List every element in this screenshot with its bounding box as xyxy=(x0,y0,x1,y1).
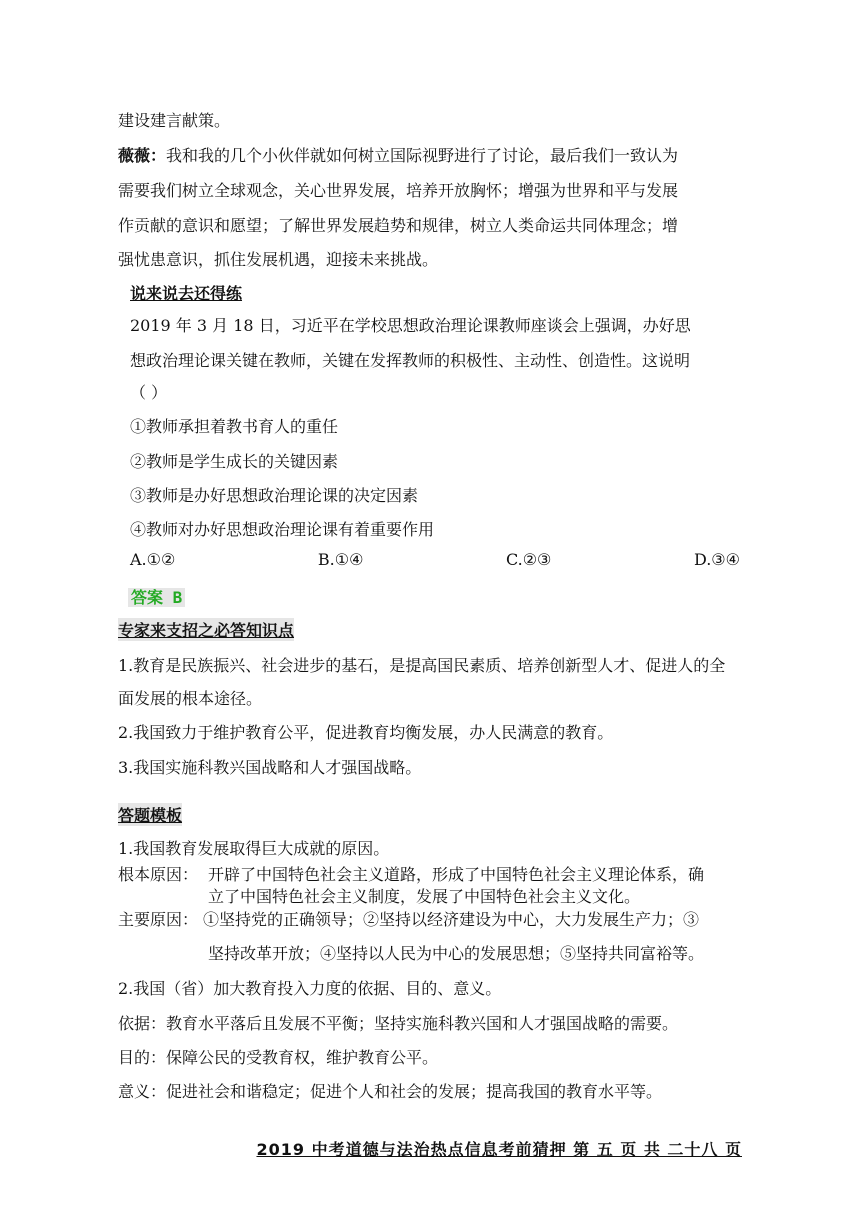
question-line-1: 2019 年 3 月 18 日，习近平在学校思想政治理论课教师座谈会上强调，办好思 xyxy=(130,316,691,335)
template-item-1: 1.我国教育发展取得巨大成就的原因。 xyxy=(118,839,390,858)
option-b: B.①④ xyxy=(317,550,364,569)
intro-line-4: 强忧患意识，抓住发展机遇，迎接未来挑战。 xyxy=(118,250,439,269)
page-footer: 2019 中考道德与法治热点信息考前猜押 第 五 页 共 二十八 页 xyxy=(256,1140,742,1159)
statement-3: ③教师是办好思想政治理论课的决定因素 xyxy=(130,486,419,505)
knowledge-point-1b: 面发展的根本途径。 xyxy=(118,689,263,708)
main-cause-line-a: ①坚持党的正确领导；②坚持以经济建设为中心，大力发展生产力；③ xyxy=(203,910,700,929)
root-cause-line-a: 开辟了中国特色社会主义道路，形成了中国特色社会主义理论体系，确 xyxy=(208,865,705,884)
statement-2: ②教师是学生成长的关键因素 xyxy=(130,452,339,471)
template-purpose: 目的：保障公民的受教育权，维护教育公平。 xyxy=(118,1048,439,1067)
root-cause-line-b: 立了中国特色社会主义制度，发展了中国特色社会主义文化。 xyxy=(208,887,641,906)
knowledge-point-2: 2.我国致力于维护教育公平，促进教育均衡发展，办人民满意的教育。 xyxy=(118,723,614,742)
option-c: C.②③ xyxy=(505,550,552,569)
main-cause-label: 主要原因： xyxy=(118,910,199,929)
statement-4: ④教师对办好思想政治理论课有着重要作用 xyxy=(130,520,435,539)
section-heading-expert: 专家来支招之必答知识点 xyxy=(118,618,294,641)
question-blank: （ ） xyxy=(130,383,168,402)
intro-line-0: 建设建言献策。 xyxy=(118,111,231,130)
main-cause-line-b: 坚持改革开放；④坚持以人民为中心的发展思想；⑤坚持共同富裕等。 xyxy=(208,944,705,963)
intro-line-2: 需要我们树立全球观念，关心世界发展，培养开放胸怀；增强为世界和平与发展 xyxy=(118,181,679,200)
intro-paragraph xyxy=(118,143,678,166)
answer-badge: 答案 B xyxy=(128,588,185,607)
knowledge-point-1a: 1.教育是民族振兴、社会进步的基石，是提高国民素质、培养创新型人才、促进人的全 xyxy=(118,656,726,675)
option-a: A.①② xyxy=(130,550,176,569)
statement-1: ①教师承担着教书育人的重任 xyxy=(130,417,339,436)
intro-line-1: 我和我的几个小伙伴就如何树立国际视野进行了讨论，最后我们一致认为 xyxy=(166,146,679,165)
knowledge-point-3: 3.我国实施科教兴国战略和人才强国战略。 xyxy=(118,758,422,777)
root-cause-label: 根本原因： xyxy=(118,865,199,884)
template-item-2: 2.我国（省）加大教育投入力度的依据、目的、意义。 xyxy=(118,979,502,998)
template-basis: 依据：教育水平落后且发展不平衡；坚持实施科教兴国和人才强国战略的需要。 xyxy=(118,1014,679,1033)
speaker-label-weiwei: 薇薇： xyxy=(118,146,167,165)
template-meaning: 意义：促进社会和谐稳定；促进个人和社会的发展；提高我国的教育水平等。 xyxy=(118,1082,663,1101)
intro-line-3: 作贡献的意识和愿望；了解世界发展趋势和规律，树立人类命运共同体理念；增 xyxy=(118,216,679,235)
question-line-2: 想政治理论课关键在教师，关键在发挥教师的积极性、主动性、创造性。这说明 xyxy=(130,351,691,370)
answer-options xyxy=(130,550,740,569)
option-d: D.③④ xyxy=(693,550,740,569)
answer-line xyxy=(128,585,185,608)
section-heading-template: 答题模板 xyxy=(118,803,182,826)
section-heading-practice: 说来说去还得练 xyxy=(130,284,243,303)
